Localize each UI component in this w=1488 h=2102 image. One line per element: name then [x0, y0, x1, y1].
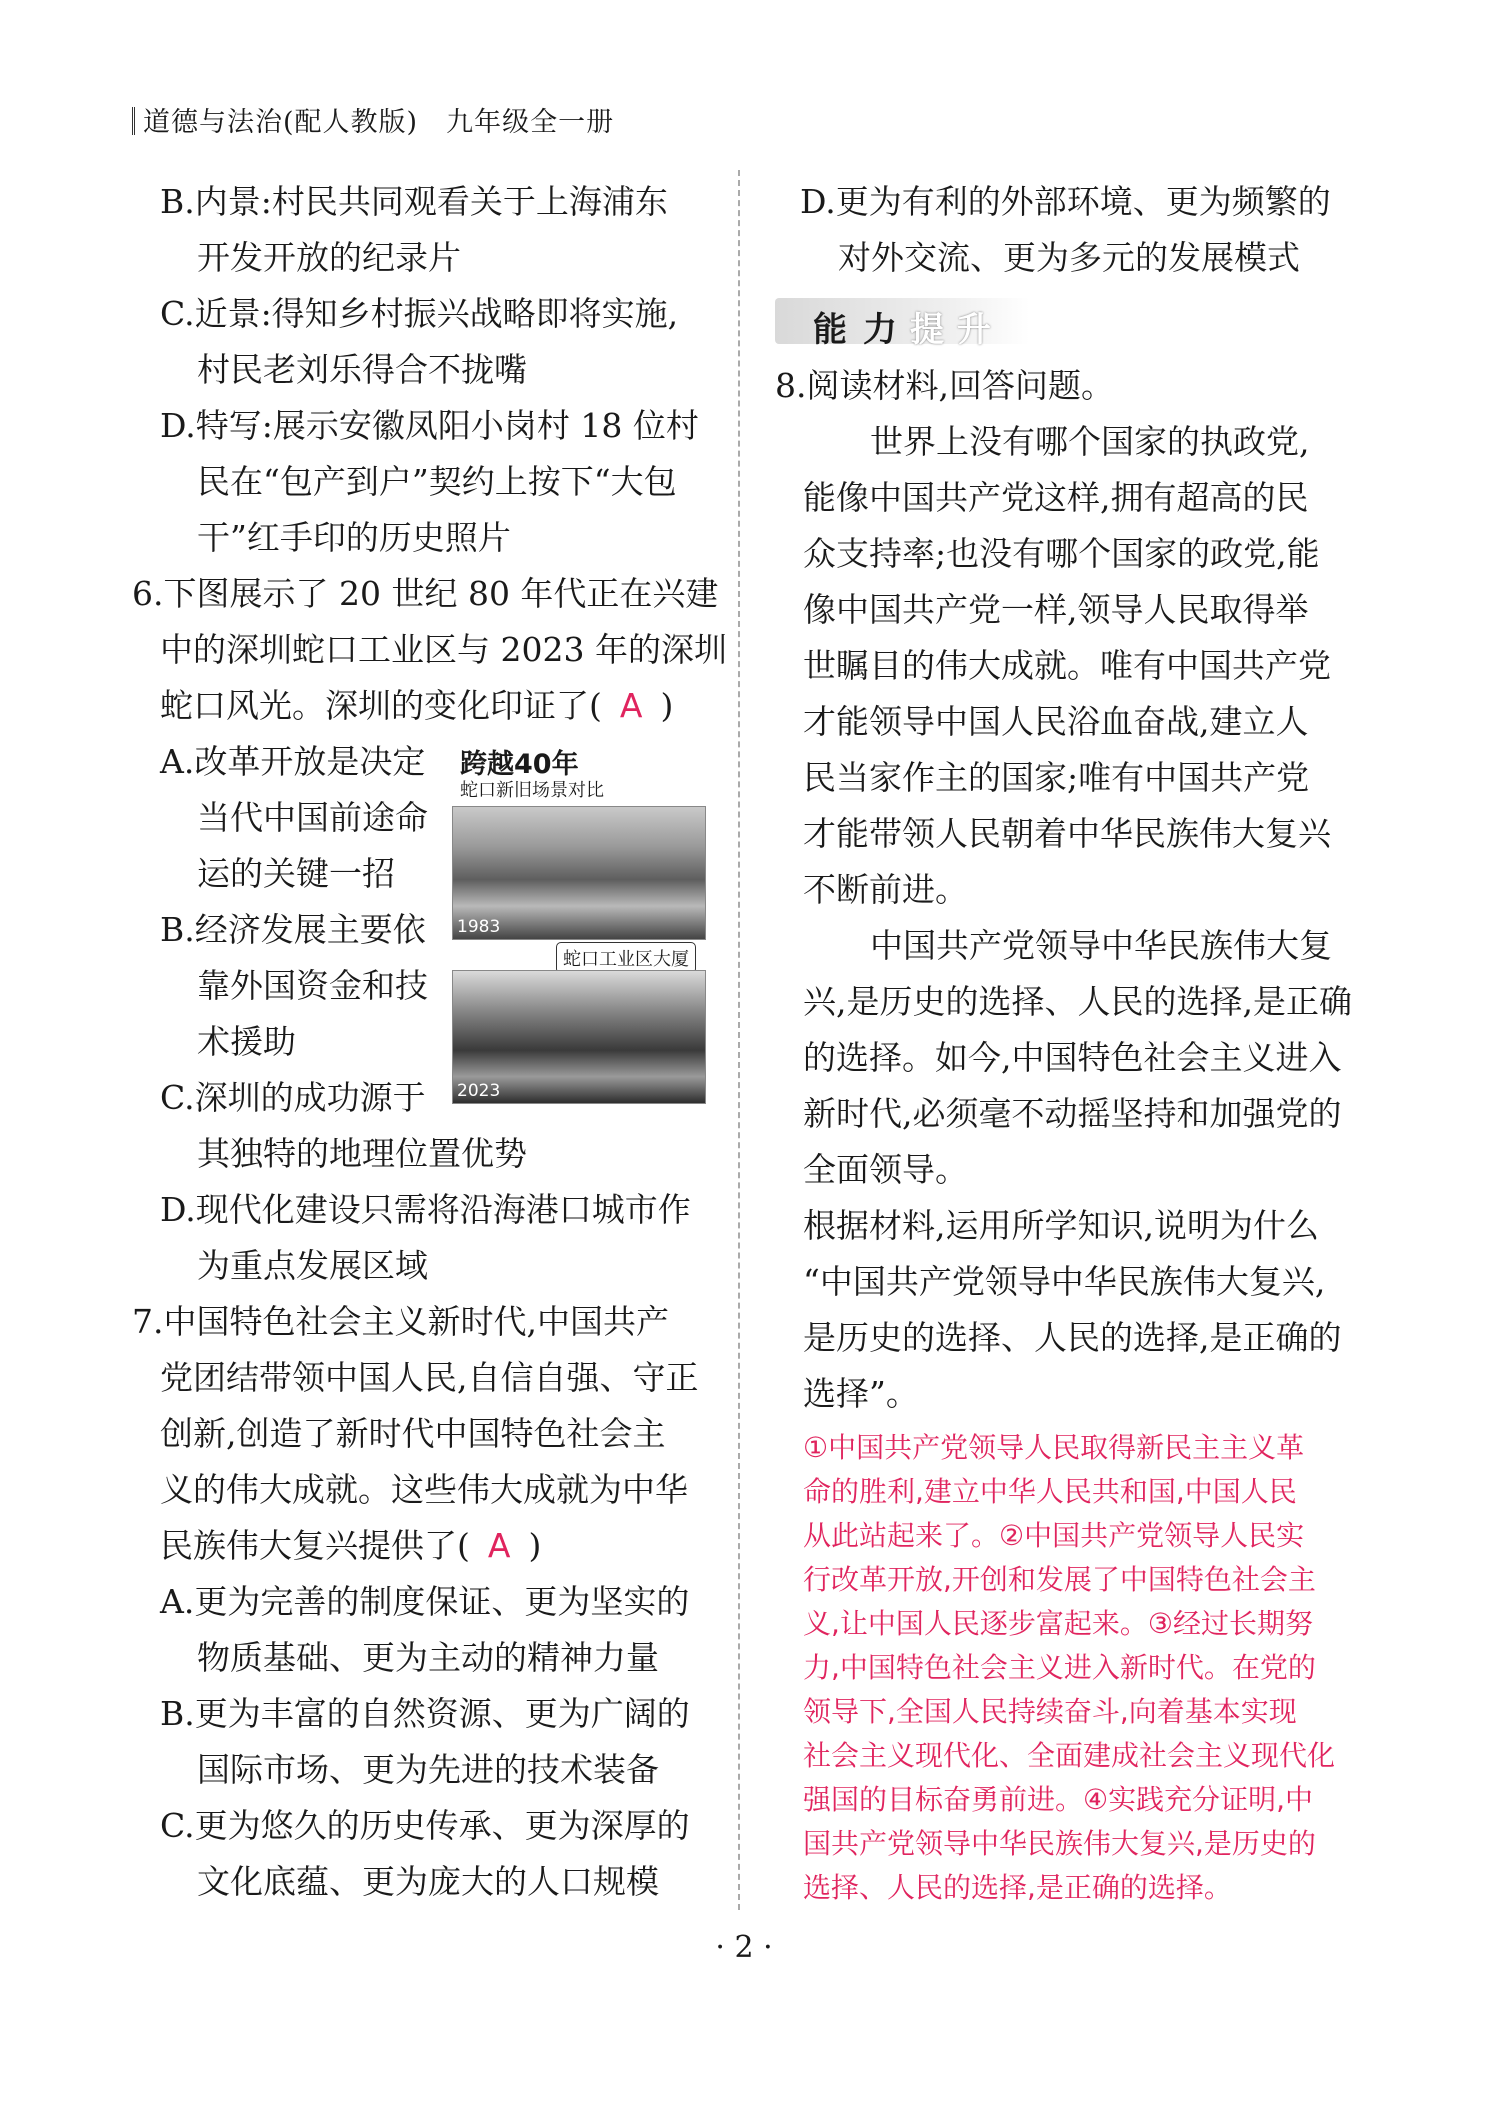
material-p1-line7: 民当家作主的国家;唯有中国共产党 [803, 758, 1310, 797]
q6-option-b-line1: B.经济发展主要依 [160, 910, 426, 949]
q8-stem: 8.阅读材料,回答问题。 [775, 366, 1114, 405]
q6-option-d-line2: 为重点发展区域 [197, 1246, 428, 1285]
material-p2-line5: 全面领导。 [803, 1150, 968, 1189]
q5-option-c-line1: C.近景:得知乡村振兴战略即将实施, [160, 294, 679, 333]
figure-subtitle: 蛇口新旧场景对比 [460, 780, 604, 801]
answer-line: 力,中国特色社会主义进入新时代。在党的 [803, 1651, 1316, 1684]
section-title-char-2: 力 [863, 310, 897, 350]
q7-option-b-line1: B.更为丰富的自然资源、更为广阔的 [160, 1694, 690, 1733]
material-p1-line6: 才能领导中国人民浴血奋战,建立人 [803, 702, 1309, 741]
q6-stem-line2: 中的深圳蛇口工业区与 2023 年的深圳 [160, 630, 727, 669]
material-p1-line5: 世瞩目的伟大成就。唯有中国共产党 [803, 646, 1331, 685]
answer-line: 领导下,全国人民持续奋斗,向着基本实现 [803, 1695, 1297, 1728]
q7-stem-line3: 创新,创造了新时代中国特色社会主 [160, 1414, 666, 1453]
q6-option-a-line2: 当代中国前途命 [197, 798, 428, 837]
q7-option-b-line2: 国际市场、更为先进的技术装备 [197, 1750, 659, 1789]
material-p1-line2: 能像中国共产党这样,拥有超高的民 [803, 478, 1309, 517]
q6-option-d-line1: D.现代化建设只需将沿海港口城市作 [160, 1190, 691, 1229]
page-header [132, 100, 614, 139]
q6-stem-line1: 6.下图展示了 20 世纪 80 年代正在兴建 [132, 574, 719, 613]
page-number: · 2 · [715, 1930, 773, 1965]
q5-option-c-line2: 村民老刘乐得合不拢嘴 [197, 350, 527, 389]
section-title-char-3: 提 [910, 310, 944, 350]
q5-option-b-line2: 开发开放的纪录片 [197, 238, 461, 277]
answer-line: 国共产党领导中华民族伟大复兴,是历史的 [803, 1827, 1316, 1860]
q5-option-b-line1: B.内景:村民共同观看关于上海浦东 [160, 182, 668, 221]
q5-option-d-line2: 民在“包产到户”契约上按下“大包 [197, 462, 677, 501]
q7-option-c-line2: 文化底蕴、更为庞大的人口规模 [197, 1862, 659, 1901]
section-title-ability-improvement [775, 298, 1030, 350]
photo-1983 [452, 806, 706, 940]
q7-stem-line2: 党团结带领中国人民,自信自强、守正 [160, 1358, 699, 1397]
q6-close-paren: ) [660, 686, 674, 725]
material-p1-line4: 像中国共产党一样,领导人民取得举 [803, 590, 1309, 629]
q5-option-d-line3: 干”红手印的历史照片 [197, 518, 511, 557]
q6-answer: A [619, 686, 643, 725]
q6-stem-text: 蛇口风光。深圳的变化印证了( [160, 686, 602, 725]
q8-question-line4: 选择”。 [803, 1374, 919, 1413]
answer-line: 命的胜利,建立中华人民共和国,中国人民 [803, 1475, 1297, 1508]
q6-stem-line3 [160, 686, 673, 726]
answer-line: 行改革开放,开创和发展了中国特色社会主 [803, 1563, 1316, 1596]
q5-option-d-line1: D.特写:展示安徽凤阳小岗村 18 位村 [160, 406, 699, 445]
answer-line: 义,让中国人民逐步富起来。③经过长期努 [803, 1607, 1314, 1640]
section-title-char-4: 升 [957, 310, 991, 350]
photo-2023 [452, 970, 706, 1104]
q7-stem-text: 民族伟大复兴提供了( [160, 1526, 470, 1565]
q6-option-b-line2: 靠外国资金和技 [197, 966, 428, 1005]
photo-2023-year: 2023 [457, 1081, 501, 1101]
q6-option-c-line1: C.深圳的成功源于 [160, 1078, 426, 1117]
shekou-comparison-figure [452, 742, 708, 1112]
q7-close-paren: ) [528, 1526, 542, 1565]
material-p2-line2: 兴,是历史的选择、人民的选择,是正确 [803, 982, 1352, 1021]
material-p1-line3: 众支持率;也没有哪个国家的政党,能 [803, 534, 1320, 573]
column-divider [738, 170, 740, 1910]
answer-line: 选择、人民的选择,是正确的选择。 [803, 1871, 1232, 1904]
photo-1983-year: 1983 [457, 917, 501, 937]
q7-stem-line5 [160, 1526, 541, 1566]
answer-line: 从此站起来了。②中国共产党领导人民实 [803, 1519, 1305, 1552]
q7-answer: A [487, 1526, 511, 1565]
q8-question-line2: “中国共产党领导中华民族伟大复兴, [803, 1262, 1326, 1301]
q7-option-c-line1: C.更为悠久的历史传承、更为深厚的 [160, 1806, 690, 1845]
figure-title: 跨越40年 [460, 749, 579, 780]
q6-option-a-line3: 运的关键一招 [197, 854, 395, 893]
material-p1-line8: 才能带领人民朝着中华民族伟大复兴 [803, 814, 1331, 853]
q7-stem-line1: 7.中国特色社会主义新时代,中国共产 [132, 1302, 669, 1341]
q8-question-line1: 根据材料,运用所学知识,说明为什么 [803, 1206, 1319, 1245]
answer-line: 社会主义现代化、全面建成社会主义现代化 [803, 1739, 1336, 1772]
q7-option-d-line1: D.更为有利的外部环境、更为频繁的 [800, 182, 1331, 221]
q7-option-a-line2: 物质基础、更为主动的精神力量 [197, 1638, 659, 1677]
material-p2-line3: 的选择。如今,中国特色社会主义进入 [803, 1038, 1342, 1077]
material-p2-line1: 中国共产党领导中华民族伟大复 [870, 926, 1332, 965]
material-p1-line9: 不断前进。 [803, 870, 968, 909]
material-p1-line1: 世界上没有哪个国家的执政党, [870, 422, 1310, 461]
q7-stem-line4: 义的伟大成就。这些伟大成就为中华 [160, 1470, 688, 1509]
material-p2-line4: 新时代,必须毫不动摇坚持和加强党的 [803, 1094, 1342, 1133]
q7-option-d-line2: 对外交流、更为多元的发展模式 [838, 238, 1300, 277]
q7-option-a-line1: A.更为完善的制度保证、更为坚实的 [160, 1582, 690, 1621]
section-title-char-1: 能 [813, 310, 847, 350]
answer-line: ①中国共产党领导人民取得新民主主义革 [803, 1431, 1305, 1464]
q6-option-b-line3: 术援助 [197, 1022, 296, 1061]
q6-option-a-line1: A.改革开放是决定 [160, 742, 426, 781]
figure-callout-label: 蛇口工业区大厦 [556, 942, 696, 974]
header-bar [132, 107, 135, 135]
q8-question-line3: 是历史的选择、人民的选择,是正确的 [803, 1318, 1342, 1357]
header-title: 道德与法治(配人教版) 九年级全一册 [143, 107, 615, 138]
answer-line: 强国的目标奋勇前进。④实践充分证明,中 [803, 1783, 1314, 1816]
q6-option-c-line2: 其独特的地理位置优势 [197, 1134, 527, 1173]
